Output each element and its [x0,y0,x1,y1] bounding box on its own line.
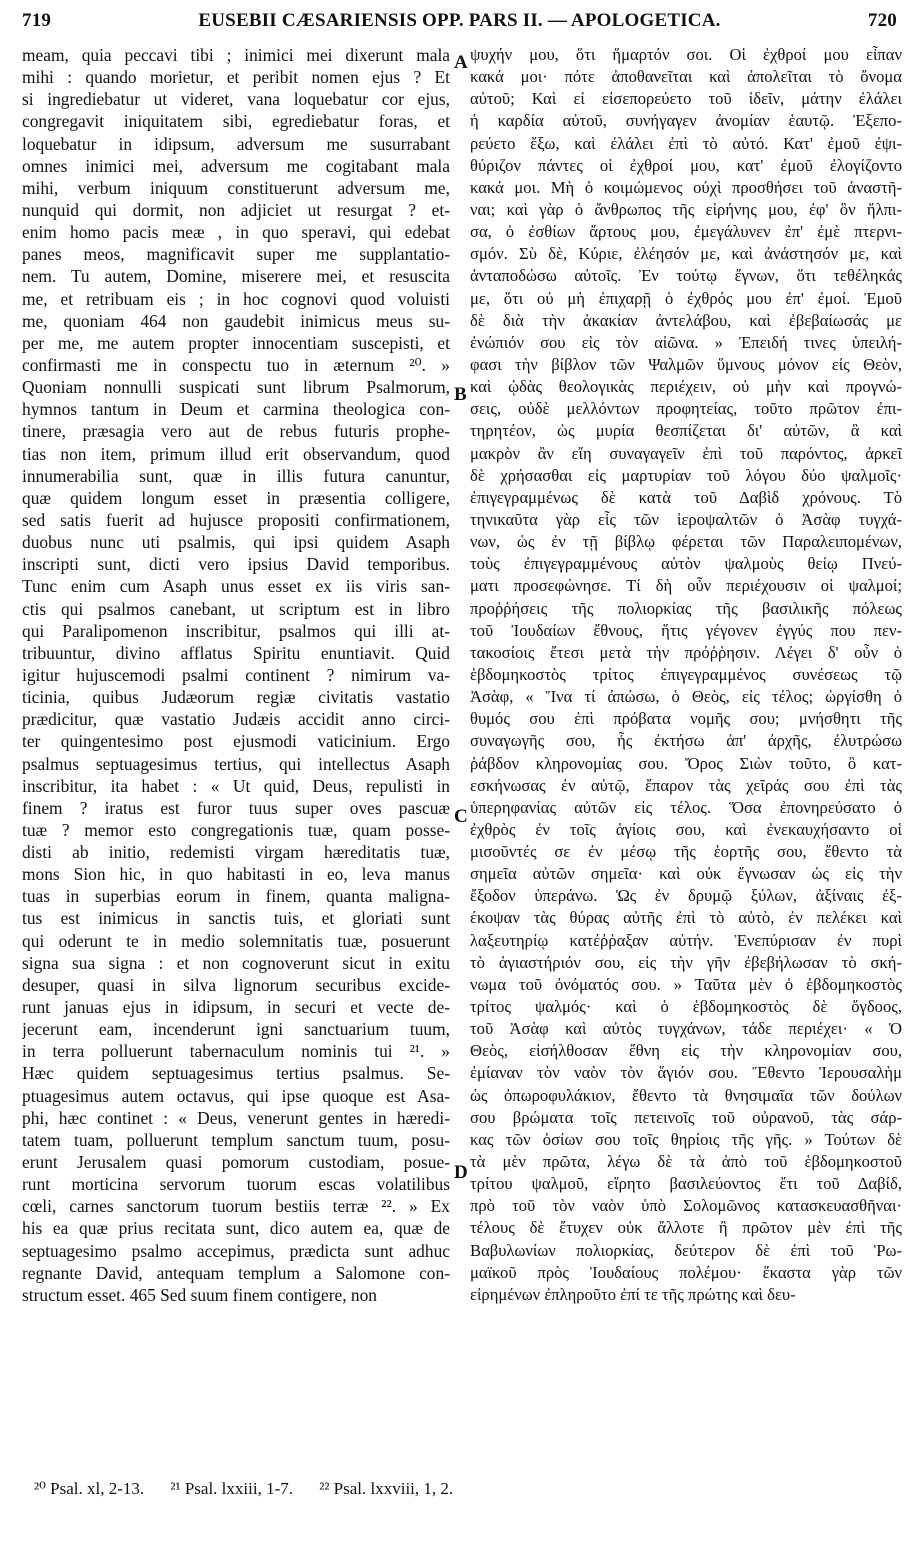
latin-text-line: ticinia, quibus Judæorum regiæ civitatis vastatio [22,687,450,708]
greek-text-line: αὐτοῦ; Καὶ εἰ εἰσεπορεύετο τοῦ ἰδεῖν, μάτην ἐλάλει [470,89,902,109]
latin-text-line: disti ab initio, redemisti virgam hæreditatis tuæ, [22,842,450,863]
latin-text-line: inscribitur, ita habet : « Ut quid, Deus, repulisti in [22,775,450,796]
greek-text-line: συναγωγῆς σου, ἧς ἐκτήσω ἀπ' ἀρχῆς, ἐλυτρώσω [470,731,902,751]
latin-text-line: mons Sion hic, in quo habitasti in eo, leva manus [22,864,450,885]
greek-text-line: κακά μοι. Μὴ ὁ κοιμώμενος οὐχὶ προσθήσει τοῦ ἀναστῆ- [470,177,902,197]
greek-text-line: σημεῖα αὐτῶν σημεῖα· καὶ οὐκ ἔγνωσαν ὡς εἰς τὴν [470,864,902,884]
latin-text-line: phi, hæc continet : « Deus, venerunt gentes in hæredi- [22,1107,450,1128]
greek-text-line: πρὸ τοῦ τὸν ναὸν ὑπὸ Σολομῶνος κατασκευασθῆναι· [470,1196,902,1216]
greek-text-line: τὸ ἁγιαστήριόν σου, εἰς τὴν γῆν ἐβεβήλωσαν τὸ σκή- [470,952,902,972]
greek-text-line: τοὺς ἐπιγεγραμμένους αὐτὸν ψαλμοὺς θείῳ Πνεύ- [470,554,902,574]
latin-text-line: finem ? iratus est furor tuus super oves pascuæ [22,797,450,818]
latin-text-line: ter quingentesimo post ejusmodi vaticinium. Ergo [22,731,450,752]
greek-text-line: Θεὸς, εἰσήλθοσαν ἔθνη εἰς τὴν κληρονομίαν σου, [470,1041,902,1061]
greek-text-line: νων, ὡς ἐν τῇ βίβλῳ φέρεται τῶν Παραλειπομένων, [470,532,902,552]
latin-text-line: duobus nunc uti psalmis, qui ipsi quidem Asaph [22,532,450,553]
running-head [22,10,897,36]
latin-text-line: ctis qui psalmos canebant, ut scriptum est in libro [22,598,450,619]
latin-text-line: runt januas ejus in idipsum, in securi et vecte de- [22,997,450,1018]
footnote-22: ²² Psal. lxxviii, 1, 2. [319,1479,454,1498]
latin-text-line: Hæc quidem septuagesimus tertius psalmus. Se- [22,1063,450,1084]
latin-text-line: tus est inimicus in sanctis tuis, et gloriati sunt [22,908,450,929]
greek-text-line: τοῦ Ἀσὰφ καὶ αὐτὸς τυγχάνων, τάδε περιέχει· « Ὁ [470,1019,902,1039]
greek-text-line: ματι προσεφώνησε. Τί δὴ οὖν περιέχουσιν οἱ ψαλμοί; [470,576,902,596]
latin-text-line: tuæ ? memor esto congregationis tuæ, quam posse- [22,819,450,840]
latin-text-line: enim homo pacis meæ , in quo speravi, qui edebat [22,222,450,243]
greek-text-line: ψυχήν μου, ὅτι ἥμαρτόν σοι. Οἱ ἐχθροί μου εἶπαν [470,45,902,64]
latin-text-line: me, quoniam 464 non gaudebit inimicus meus su- [22,310,450,331]
latin-text-line: prædicitur, quæ vastatio Judæis accidit anno circi- [22,709,450,730]
greek-text-line: ρεύετο ἔξω, καὶ ἐλάλει ἐπὶ τὸ αὐτό. Κατ' ἐμοῦ ἐψι- [470,133,902,153]
latin-text-line: tatem tuam, polluerunt templum sanctum tuum, posu- [22,1129,450,1150]
latin-text-line: tribuuntur, divino afflatus Spiritu enuntiavit. Quid [22,642,450,663]
latin-text-line: regnante David, antequam templum a Salomone con- [22,1262,450,1283]
greek-text-line: τέλους δὲ ἔτυχεν οὐκ ἄλλοτε ἢ πρῶτον μὲν ἐπὶ τῆς [470,1218,902,1238]
greek-text-line: ἐχθρὸς ἐν τοῖς ἁγίοις σου, καὶ ἐνεκαυχήσαντο οἱ [470,819,902,839]
latin-text-line: Tunc enim cum Asaph unus esset ex iis viris san- [22,576,450,597]
latin-text-line: qui Paralipomenon inscribitur, psalmos qui illi at- [22,620,450,641]
latin-text-line: me, et retribuam eis ; in hoc cognovi quod voluisti [22,288,450,309]
greek-text-line: τρίτος ψαλμός· καὶ ὁ ἑβδομηκοστὸς δὲ ὄγδοος, [470,997,902,1017]
latin-text-line: innumerabilia sunt, quæ in illis futura canuntur, [22,465,450,486]
latin-text-line: tinere, præsagia vero aut de rebus futuris prophe- [22,421,450,442]
greek-text-line: μισοῦντές σε ἐν μέσῳ τῆς ἑορτῆς σου, ἔθεντο τὰ [470,842,902,862]
greek-text-line: θύριζον πάντες οἱ ἐχθροί μου, κατ' ἐμοῦ ἐλογίζοντο [470,155,902,175]
greek-text-line: εσκήνωσας ἐν αὐτῷ, ἔπαρον τὰς χεῖράς σου ἐπὶ τὰς [470,775,902,795]
latin-text-line: septuagesimo psalmo accepimus, prædicta sunt adhuc [22,1240,450,1261]
greek-text-line: τρίτου ψαλμοῦ, εἴρητο βασιλεύοντος ἔτι τοῦ Δαβίδ, [470,1174,902,1194]
greek-text-line: τηνικαῦτα γὰρ εἷς τῶν ἱεροψαλτῶν ὁ Ἀσὰφ τυγχά- [470,509,902,529]
page-number-right: 720 [867,10,897,31]
greek-text-line: με, ὅτι οὐ μὴ ἐπιχαρῇ ὁ ἐχθρός μου ἐπ' ἐμοί. Ἐμοῦ [470,288,902,308]
latin-text-line: tias non item, primum illud erit observandum, quod [22,443,450,464]
page-number-left: 719 [22,10,52,31]
latin-text-line: inscripti sunt, dicti vero ipsius David temporibus. [22,554,450,575]
greek-text-line: μακρὸν ἂν εἴη συναγαγεῖν ἐπὶ τοῦ παρόντος, ἀρκεῖ [470,443,902,463]
footnotes [34,1477,734,1501]
latin-text-line: per me, me autem propter innocentiam suscepisti, et [22,332,450,353]
margin-letter-b: B [454,384,467,405]
latin-text-line: nunquid qui dormit, non adjiciet ut resurgat ? et- [22,199,450,220]
greek-text-line: τηρητέον, ὡς μυρία θεσπίζεται δι' αὐτῶν, ἃ καὶ [470,421,902,441]
greek-text-line: φασι τὴν βίβλον τῶν Ψαλμῶν ὕμνους μόνον εἰς Θεὸν, [470,354,902,374]
greek-text-line: έκοψαν τὰς θύρας αὐτῆς ἐπὶ τὸ αὐτὸ, ἐν πελέκει καὶ [470,908,902,928]
latin-text-line: panes meos, magnificavit super me supplantatio- [22,244,450,265]
latin-text-line: quæ quidem longum esset in præsentia colligere, [22,487,450,508]
greek-text-line: σου βρώματα τοῖς πετεινοῖς τοῦ οὐρανοῦ, τὰς σάρ- [470,1107,902,1127]
greek-text-line: ῥάβδον κληρονομίας σου. Ὄρος Σιὼν τοῦτο, ὃ κατ- [470,753,902,773]
greek-text-line: Ἀσὰφ, « Ἵνα τί ἀπώσω, ὁ Θεὸς, εἰς τέλος; ὠργίσθη ὁ [470,687,902,707]
latin-text-line: meam, quia peccavi tibi ; inimici mei dixerunt mala [22,45,450,65]
margin-letter-a: A [454,52,468,73]
latin-text-line: mihi : quando morietur, et peribit nomen ejus ? Et [22,67,450,88]
latin-column [22,44,450,1306]
greek-text-line: τὰ μὲν πρῶτα, λέγω δὲ τὰ ἀπὸ τοῦ ἑβδομηκοστοῦ [470,1152,902,1172]
greek-text-line: νωμα τοῦ ὀνόματός σου. » Ταῦτα μὲν ὁ ἑβδομηκοστὸς [470,974,902,994]
latin-text-line: mihi, verbum iniquum constituerunt adversum me, [22,177,450,198]
greek-text-line: ἐμίαναν τὸν ναὸν τὸν ἅγιόν σου. Ἔθεντο Ἱερουσαλὴμ [470,1063,902,1083]
greek-text-line: ἐνώπιόν σου εἰς τὸν αἰῶνα. » Ἐπειδή τινες ὑπειλή- [470,332,902,352]
greek-text-line: ἐπιγεγραμμένως δὲ κατὰ τοῦ Δαβὶδ χρόνους. Τὸ [470,487,902,507]
running-title: EUSEBII CÆSARIENSIS OPP. PARS II. — APOLOGETICA. [198,10,721,31]
latin-text-line: psalmus septuagesimus tertius, qui intellectus Asaph [22,753,450,774]
latin-text-line: cœli, carnes sanctorum tuorum bestiis terræ ²². » Ex [22,1196,450,1217]
greek-text-line: ἔξοδον ὑπεράνω. Ὡς ἐν δρυμῷ ξύλων, ἀξίναις ἐξ- [470,886,902,906]
latin-text-line: structum esset. 465 Sed suum finem contigere, non [22,1284,377,1305]
latin-text-line: tuas in superbias eorum in finem, quanta maligna- [22,886,450,907]
latin-text-line: his ea quæ prius recitata sunt, dico autem ea, quæ de [22,1218,450,1239]
latin-text-line: erunt Jerusalem quasi pomorum custodiam, posue- [22,1152,450,1173]
latin-text-line: ptuagesimus autem octavus, qui ipse quoque est Asa- [22,1085,450,1106]
greek-text-line: Βαβυλωνίων πολιορκίας, δεύτερον δὲ ἐπὶ τοῦ Ῥω- [470,1240,902,1260]
latin-text-line: sed satis fuerit ad hujusce propositi confirmationem, [22,509,450,530]
greek-text-line: ὑπερηφανίας αὐτῶν εἰς τέλος. Ὅσα ἐπονηρεύσατο ὁ [470,797,902,817]
greek-text-line: ὡς ὀπωροφυλάκιον, ἔθεντο τὰ θνησιμαῖα τῶν δούλων [470,1085,902,1105]
greek-text-line: ἑβδομηκοστὸς τρίτος ἐπιγεγραμμένος συνέσεως τῷ [470,664,902,684]
greek-text-line: εἰρημένων ἐπληροῦτο ἐπί τε τῆς πρώτης καὶ δευ- [470,1284,796,1304]
greek-text-line: ἡ καρδία αὐτοῦ, συνήγαγεν ἀνομίαν ἑαυτῷ. Ἐξεπο- [470,111,902,131]
greek-text-line: σα, ὁ ἐσθίων ἄρτους μου, ἐμεγάλυνεν ἐπ' ἐμὲ πτερνι- [470,222,902,242]
greek-text-line: δὲ διὰ τὴν ἀκακίαν ἀντελάβου, καὶ ἐβεβαίωσάς με [470,310,902,330]
latin-text-line: loquebatur in idipsum, adversum me susurrabant [22,133,450,154]
greek-text-line: κακά μοι· πότε ἀποθανεῖται καὶ ἀπολεῖται τὸ ὄνομα [470,67,902,87]
footnote-20: ²⁰ Psal. xl, 2-13. [34,1479,145,1498]
greek-text-line: κας τῶν ὁσίων σου τοῖς θηρίοις τῆς γῆς. » Τούτων δὲ [470,1129,902,1149]
latin-text-line: Quoniam nonnulli suspicati sunt librum Psalmorum, [22,377,450,398]
greek-text-line: τοῦ Ἰουδαίων ἔθνους, ἥτις γέγονεν ἐγγύς που πεν- [470,620,902,640]
latin-text-line: qui oderunt te in medio solemnitatis tuæ, posuerunt [22,930,450,951]
latin-text-line: in terra polluerunt tabernaculum nominis tui ²¹. » [22,1041,450,1062]
greek-text-line: σεις, οὐδὲ μελλόντων προφητείας, τοῦτο πρῶτον ἐπι- [470,399,902,419]
greek-text-line: δὲ χρήσασθαι εἰς μαρτυρίαν τοῦ λόγου δύο ψαλμοῖς· [470,465,902,485]
greek-text-line: τακοσίοις ἔτεσι μετὰ τὴν πρόῤῥησιν. Λέγει δ' οὖν ὁ [470,642,902,662]
latin-text-line: nem. Tu autem, Domine, miserere mei, et resuscita [22,266,450,287]
greek-text-line: μαϊκοῦ πρὸς Ἰουδαίους πολέμου· ἕκαστα γὰρ τῶν [470,1262,902,1282]
latin-text-line: omnes inimici mei, adversum me cogitabant mala [22,155,450,176]
margin-letter-c: C [454,806,468,827]
latin-text-line: congregavit iniquitatem sibi, egrediebatur foras, et [22,111,450,132]
greek-column [470,44,902,1306]
greek-text-line: σμόν. Σὺ δὲ, Κύριε, ἐλέησόν με, καὶ ἀνάστησόν με, καὶ [470,244,902,264]
greek-text-line: ἀνταποδώσω αὐτοῖς. Ἐν τούτῳ ἔγνων, ὅτι τεθέληκάς [470,266,902,286]
margin-letter-d: D [454,1162,468,1183]
greek-text-line: λαξευτηρίῳ κατέῤῥαξαν αὐτήν. Ἐνεπύρισαν ἐν πυρὶ [470,930,902,950]
greek-text-line: προῤῥήσεις τῆς πολιορκίας τῆς βασιλικῆς πόλεως [470,598,902,618]
latin-text-line: hymnos tantum in Deum et carmina theologica con- [22,399,450,420]
latin-text-line: signa sua signa : et non cognoverunt sicut in exitu [22,952,450,973]
latin-text-line: runt morticina servorum tuorum escas volatilibus [22,1174,450,1195]
greek-text-line: θυμός σου ἐπὶ πρόβατα νομῆς σου; μνήσθητι τῆς [470,709,902,729]
greek-text-line: καὶ ᾠδὰς θεολογικὰς περιέχειν, οὐ μὴν καὶ προγνώ- [470,377,902,397]
greek-text-line: ναι; καὶ γὰρ ὁ ἄνθρωπος τῆς εἰρήνης μου, ἐφ' ὃν ἤλπι- [470,199,902,219]
latin-text-line: igitur hujuscemodi psalmi continent ? nimirum va- [22,664,450,685]
latin-text-line: confirmasti me in conspectu tuo in æternum ²⁰. » [22,354,450,375]
latin-text-line: si ingrediebatur ut videret, vana loquebatur cor ejus, [22,89,450,110]
latin-text-line: jecerunt eam, incenderunt igni sanctuarium tuum, [22,1019,450,1040]
footnote-21: ²¹ Psal. lxxiii, 1-7. [170,1479,293,1498]
latin-text-line: desuper, quasi in silva lignorum securibus excide- [22,974,450,995]
